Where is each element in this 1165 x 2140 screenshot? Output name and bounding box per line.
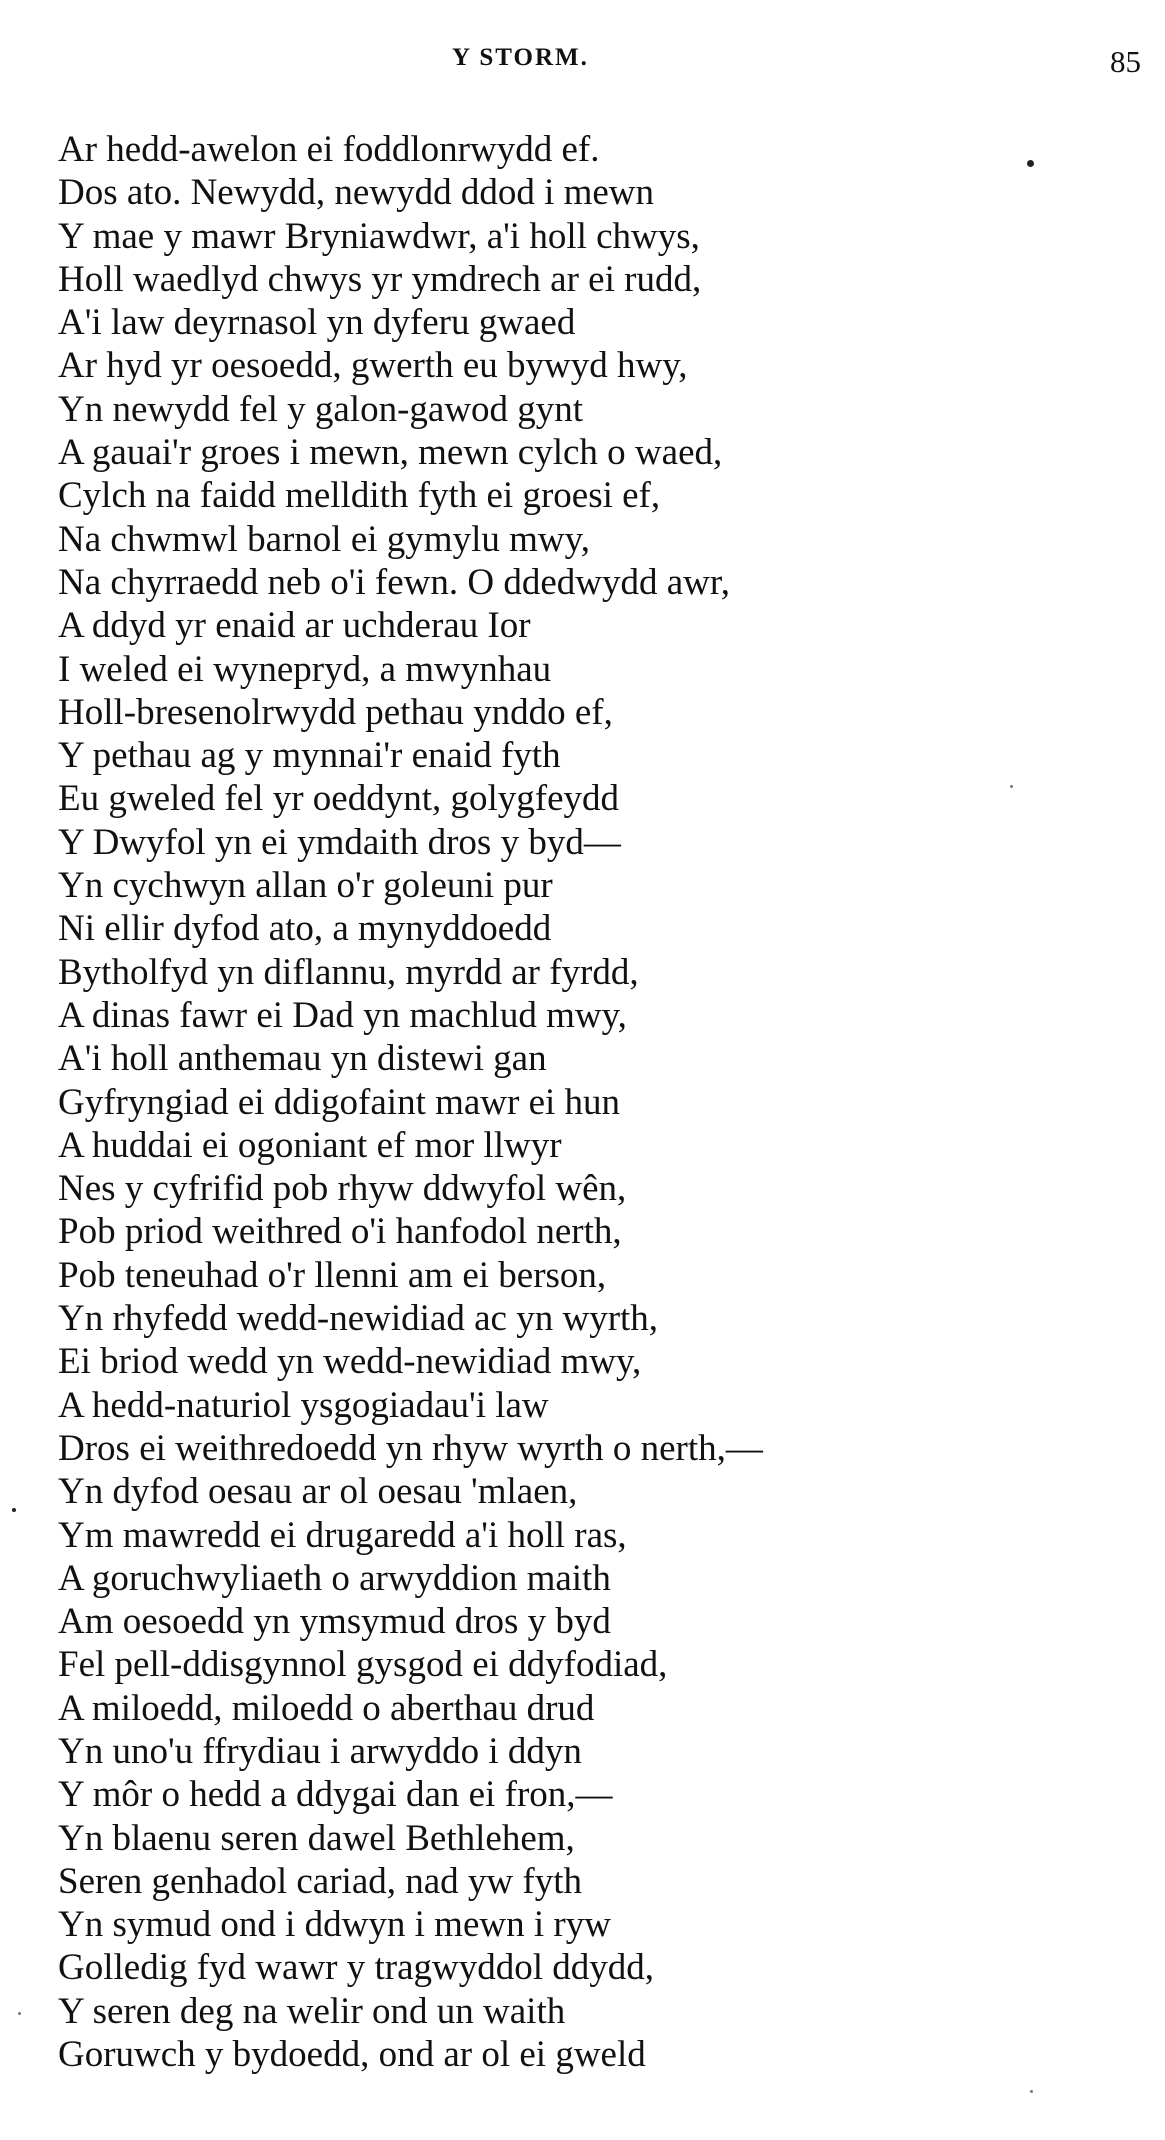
poem-line: A dinas fawr ei Dad yn machlud mwy, [58,994,627,1036]
poem-line: Nes y cyfrifid pob rhyw ddwyfol wên, [58,1168,627,1210]
poem-line: Ei briod wedd yn wedd-newidiad mwy, [58,1341,642,1383]
poem-line: Seren genhadol cariad, nad yw fyth [58,1860,582,1902]
poem-line: Holl-bresenolrwydd pethau ynddo ef, [58,691,613,733]
poem-line: Y Dwyfol yn ei ymdaith dros y byd— [58,821,621,863]
running-title: Y STORM. [452,44,589,71]
poem-line: A'i holl anthemau yn distewi gan [58,1038,547,1080]
page-number: 85 [1110,44,1141,79]
poem-line: Ni ellir dyfod ato, a mynyddoedd [58,908,552,950]
poem-line: Pob priod weithred o'i hanfodol nerth, [58,1211,622,1253]
poem-line: Pob teneuhad o'r llenni am ei berson, [58,1254,607,1296]
poem-line: Am oesoedd yn ymsymud dros y byd [58,1601,611,1643]
poem-line: Yn dyfod oesau ar ol oesau 'mlaen, [58,1471,578,1513]
poem-line: Fel pell-ddisgynnol gysgod ei ddyfodiad, [58,1644,668,1686]
poem-line: A goruchwyliaeth o arwyddion maith [58,1557,611,1599]
poem-text [58,128,1118,2076]
poem-line: Yn blaenu seren dawel Bethlehem, [58,1817,575,1859]
running-head [0,44,1165,84]
poem-line: Yn rhyfedd wedd-newidiad ac yn wyrth, [58,1298,659,1340]
ink-speck [18,2012,21,2015]
poem-line: A gauai'r groes i mewn, mewn cylch o waed, [58,432,723,474]
poem-line: Ar hyd yr oesoedd, gwerth eu bywyd hwy, [58,345,688,387]
poem-line: Yn uno'u ffrydiau i arwyddo i ddyn [58,1730,582,1772]
poem-line: Gyfryngiad ei ddigofaint mawr ei hun [58,1081,621,1123]
poem-line: Ar hedd-awelon ei foddlonrwydd ef. [58,129,600,170]
poem-line: Y mae y mawr Bryniawdwr, a'i holl chwys, [58,215,700,257]
poem-line: A huddai ei ogoniant ef mor llwyr [58,1124,562,1166]
poem-line: Eu gweled fel yr oeddynt, golygfeydd [58,778,620,820]
poem-line: Dos ato. Newydd, newydd ddod i mewn [58,172,655,214]
poem-line: A ddyd yr enaid ar uchderau Ior [58,605,531,647]
poem-line: A hedd-naturiol ysgogiadau'i law [58,1384,549,1426]
poem-line: Bytholfyd yn diflannu, myrdd ar fyrdd, [58,951,639,993]
ink-speck [12,1508,16,1512]
poem-line: Y pethau ag y mynnai'r enaid fyth [58,735,561,777]
poem-line: Dros ei weithredoedd yn rhyw wyrth o nerth,— [58,1427,763,1469]
poem-line: Y seren deg na welir ond un waith [58,1990,566,2032]
poem-line: Holl waedlyd chwys yr ymdrech ar ei rudd, [58,258,702,300]
poem-line: Golledig fyd wawr y tragwyddol ddydd, [58,1947,655,1989]
poem-line: Na chwmwl barnol ei gymylu mwy, [58,518,590,560]
poem-line: A miloedd, miloedd o aberthau drud [58,1687,595,1729]
ink-speck [1027,160,1034,167]
poem-line: A'i law deyrnasol yn dyferu gwaed [58,302,576,344]
poem-line: Yn symud ond i ddwyn i mewn i ryw [58,1904,611,1946]
poem-line: Cylch na faidd melldith fyth ei groesi ef, [58,475,661,517]
poem-line: Ym mawredd ei drugaredd a'i holl ras, [58,1514,627,1556]
ink-speck [1010,785,1013,788]
poem-line: Goruwch y bydoedd, ond ar ol ei gweld [58,2034,646,2076]
ink-speck [1030,2090,1033,2093]
poem-line: Yn newydd fel y galon-gawod gynt [58,388,584,430]
poem-line: Yn cychwyn allan o'r goleuni pur [58,865,553,907]
poem-line: Na chyrraedd neb o'i fewn. O ddedwydd awr, [58,561,730,603]
poem-line: Y môr o hedd a ddygai dan ei fron,— [58,1774,613,1816]
poem-line: I weled ei wynepryd, a mwynhau [58,648,552,690]
